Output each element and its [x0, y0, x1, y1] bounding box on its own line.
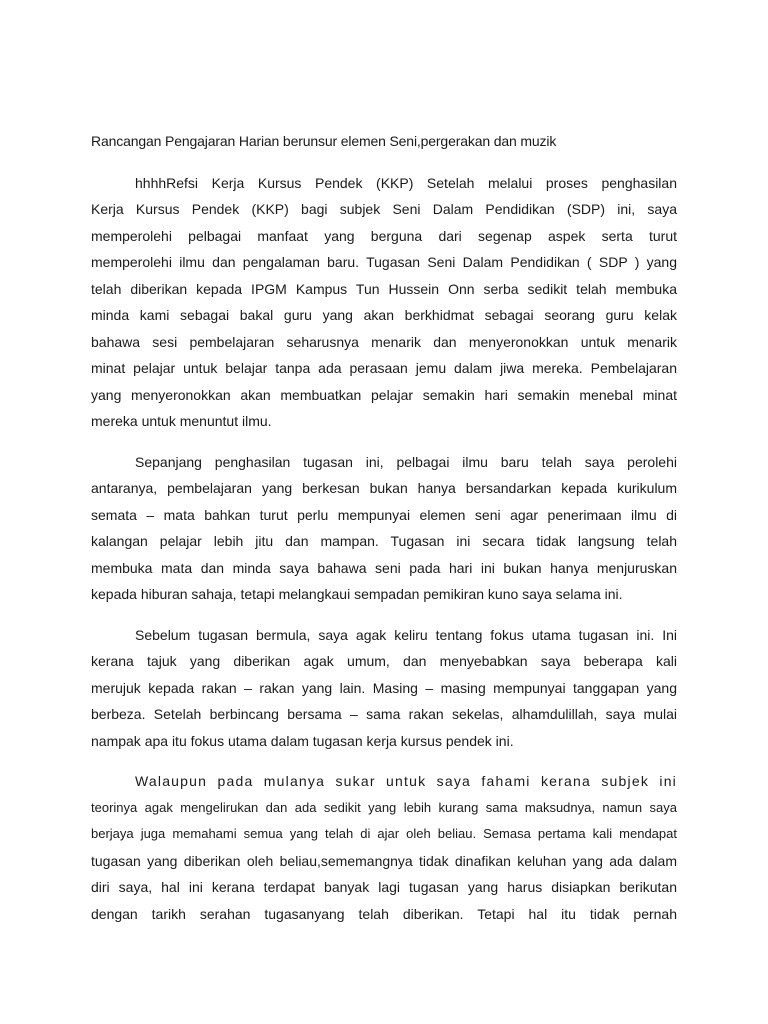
paragraph-line: berbeza. Setelah berbincang bersama – sama rakan sekelas, alhamdulillah, saya mulai [91, 706, 677, 722]
paragraph-line: Kerja Kursus Pendek (KKP) bagi subjek Seni Dalam Pendidikan (SDP) ini, saya [91, 201, 677, 217]
paragraph-line: telah diberikan kepada IPGM Kampus Tun Hussein Onn serba sedikit telah membuka [91, 281, 677, 297]
paragraph-line: teorinya agak mengelirukan dan ada sedikit yang lebih kurang sama maksudnya, namun saya [91, 800, 677, 815]
paragraph-line: kerana tajuk yang diberikan agak umum, dan menyebabkan saya beberapa kali [91, 653, 677, 669]
paragraph-line: yang menyeronokkan akan membuatkan pelajar semakin hari semakin menebal minat [91, 387, 677, 403]
paragraph-line: kalangan pelajar lebih jitu dan mampan. Tugasan ini secara tidak langsung telah [91, 533, 677, 549]
paragraph-line: merujuk kepada rakan – rakan yang lain. Masing – masing mempunyai tanggapan yang [91, 680, 677, 696]
paragraph-line: mereka untuk menuntut ilmu. [91, 413, 272, 429]
paragraph-line: minda kami sebagai bakal guru yang akan berkhidmat sebagai seorang guru kelak [91, 307, 677, 323]
paragraph-line: hhhhRefsi Kerja Kursus Pendek (KKP) Setelah melalui proses penghasilan [135, 175, 677, 191]
paragraph-line: memperolehi pelbagai manfaat yang berguna dari segenap aspek serta turut [91, 228, 677, 244]
paragraph-line: nampak apa itu fokus utama dalam tugasan kerja kursus pendek ini. [91, 733, 514, 749]
paragraph-line: Sebelum tugasan bermula, saya agak keliru tentang fokus utama tugasan ini. Ini [135, 627, 677, 643]
paragraph-line: memperolehi ilmu dan pengalaman baru. Tugasan Seni Dalam Pendidikan ( SDP ) yang [91, 254, 677, 270]
paragraph-line: bahawa sesi pembelajaran seharusnya menarik dan menyeronokkan untuk menarik [91, 334, 677, 350]
paragraph-line: Walaupun pada mulanya sukar untuk saya fahami kerana subjek ini [135, 773, 677, 789]
paragraph-line: berjaya juga memahami semua yang telah di ajar oleh beliau. Semasa pertama kali mendapat [91, 826, 677, 841]
paragraph-line: antaranya, pembelajaran yang berkesan bukan hanya bersandarkan kepada kurikulum [91, 480, 677, 496]
paragraph-line: tugasan yang diberikan oleh beliau,sememangnya tidak dinafikan keluhan yang ada dalam [91, 853, 677, 869]
paragraph-line: Sepanjang penghasilan tugasan ini, pelbagai ilmu baru telah saya perolehi [135, 454, 677, 470]
paragraph-line: kepada hiburan sahaja, tetapi melangkaui sempadan pemikiran kuno saya selama ini. [91, 586, 623, 602]
paragraph-line: semata – mata bahkan turut perlu mempunyai elemen seni agar penerimaan ilmu di [91, 507, 677, 523]
paragraph-line: dengan tarikh serahan tugasanyang telah diberikan. Tetapi hal itu tidak pernah [91, 906, 677, 922]
paragraph-line: diri saya, hal ini kerana terdapat banyak lagi tugasan yang harus disiapkan berikutan [91, 879, 677, 895]
paragraph-line: minat pelajar untuk belajar tanpa ada perasaan jemu dalam jiwa mereka. Pembelajaran [91, 360, 677, 376]
document-title: Rancangan Pengajaran Harian berunsur elemen Seni,pergerakan dan muzik [91, 133, 557, 149]
paragraph-line: membuka mata dan minda saya bahawa seni pada hari ini bukan hanya menjuruskan [91, 560, 677, 576]
